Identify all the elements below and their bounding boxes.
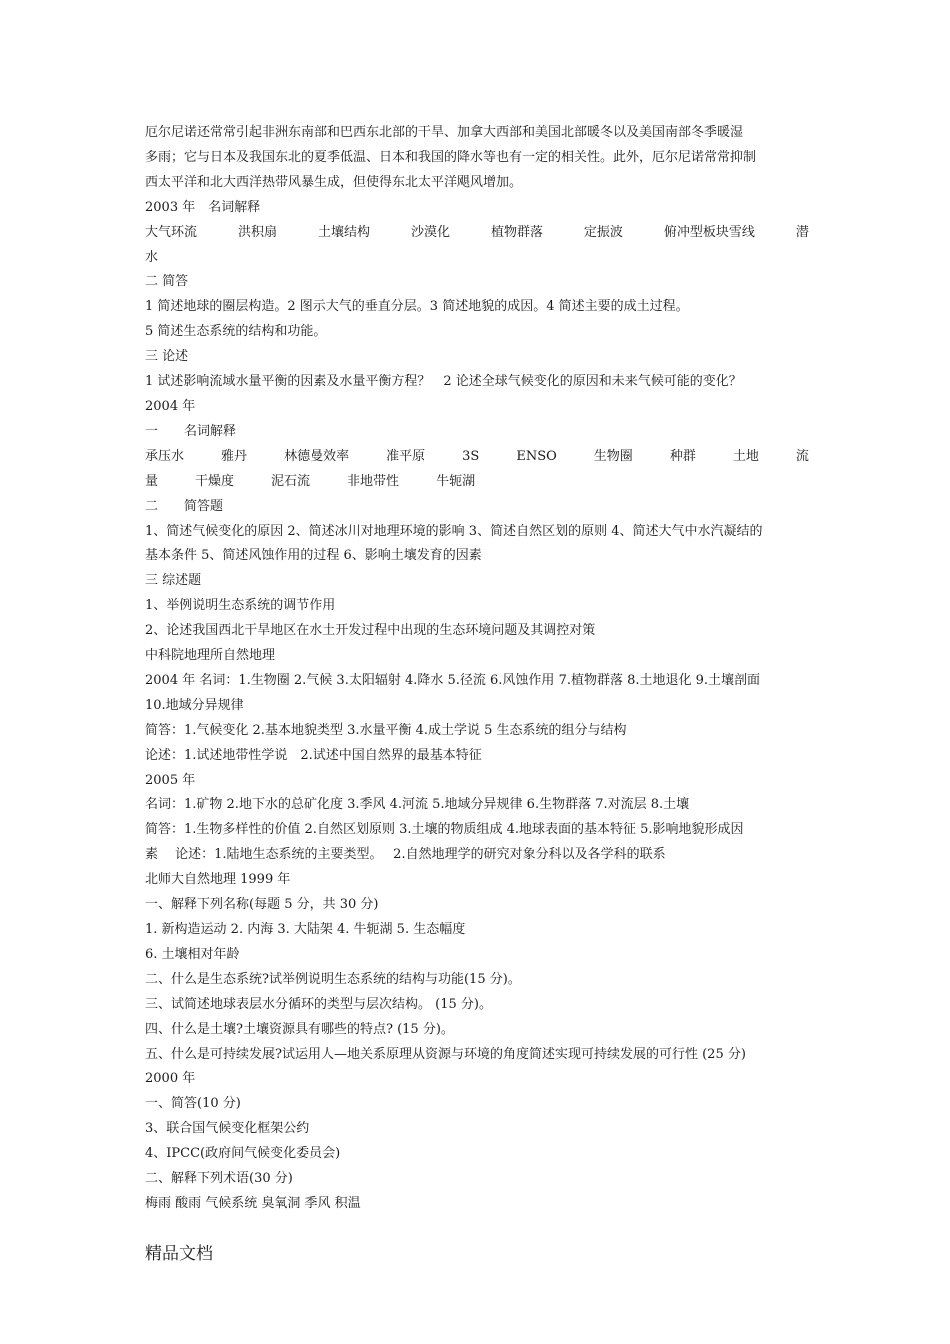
term: 3S <box>462 448 480 464</box>
term: 植物群落 <box>490 224 543 240</box>
term-list <box>145 470 809 495</box>
section-heading: 二 简答题 <box>145 498 224 514</box>
page-footer: 精品文档 <box>145 1244 213 1264</box>
term: 流 <box>795 448 809 464</box>
paragraph-line: 西太平洋和北大西洋热带风暴生成，但使得东北太平洋飓风增加。 <box>145 174 523 190</box>
term: 土地 <box>732 448 759 464</box>
paragraph-line: 二、解释下列术语(30 分) <box>145 1171 293 1187</box>
term: 承压水 <box>145 448 185 464</box>
paragraph-line: 四、什么是土壤?土壤资源具有哪些的特点? (15 分)。 <box>145 1021 454 1037</box>
paragraph-line: 素 论述：1.陆地生态系统的主要类型。 2.自然地理学的研究对象分科以及各学科的联系 <box>145 847 666 863</box>
paragraph-line: 一、解释下列名称(每题 5 分，共 30 分) <box>145 897 379 913</box>
term: 泥石流 <box>271 473 311 489</box>
section-heading: 2003 年 名词解释 <box>145 199 261 215</box>
paragraph-line: 五、什么是可持续发展?试运用人—地关系原理从资源与环境的角度简述实现可持续发展的可行性 (25 分) <box>145 1046 746 1062</box>
document-body <box>145 121 809 1217</box>
paragraph-line: 6. 土壤相对年龄 <box>145 946 240 962</box>
paragraph-line: 2、论述我国西北干旱地区在水土开发过程中出现的生态环境问题及其调控对策 <box>145 623 596 639</box>
paragraph-line: 简答：1.气候变化 2.基本地貌类型 3.水量平衡 4.成土学说 5 生态系统的组分与结构 <box>145 722 627 738</box>
paragraph-line: 4、IPCC(政府间气候变化委员会) <box>145 1146 341 1162</box>
paragraph-line: 简答：1.生物多样性的价值 2.自然区划原则 3.土壤的物质组成 4.地球表面的基本特征 5.影响地貌形成因 <box>145 822 744 838</box>
term: 干燥度 <box>195 473 235 489</box>
term: 牛轭湖 <box>436 473 476 489</box>
term: 定振波 <box>583 224 623 240</box>
paragraph-line: 多雨；它与日本及我国东北的夏季低温、日本和我国的降水等也有一定的相关性。此外，厄尔尼诺常常抑制 <box>145 149 757 165</box>
paragraph-line: 1 简述地球的圈层构造。2 图示大气的垂直分层。3 简述地貌的成因。4 简述主要的成土过程。 <box>145 299 689 315</box>
paragraph-line: 论述：1.试述地带性学说 2.试述中国自然界的最基本特征 <box>145 747 482 763</box>
term: 非地带性 <box>347 473 400 489</box>
paragraph-line: 厄尔尼诺还常常引起非洲东南部和巴西东北部的干旱、加拿大西部和美国北部暖冬以及美国南部冬季暖湿 <box>145 125 744 140</box>
term: 林德曼效率 <box>284 448 350 464</box>
term: 潜 <box>795 224 809 240</box>
section-heading: 北师大自然地理 1999 年 <box>145 872 291 888</box>
term: ENSO <box>516 448 557 464</box>
term: 洪积扇 <box>237 224 277 240</box>
paragraph-line: 1 试述影响流域水量平衡的因素及水量平衡方程？ 2 论述全球气候变化的原因和未来气候可能的变化？ <box>145 374 742 390</box>
term: 雅丹 <box>221 448 248 464</box>
term: 俯冲型板块雪线 <box>663 224 755 240</box>
paragraph-line: 3、联合国气候变化框架公约 <box>145 1121 310 1137</box>
paragraph-line: 5 简述生态系统的结构和功能。 <box>145 324 327 340</box>
paragraph-line: 2004 年 名词：1.生物圈 2.气候 3.太阳辐射 4.降水 5.径流 6.风蚀作用 7.植物群落 8.土地退化 9.土壤剖面 <box>145 672 761 688</box>
paragraph-line: 10.地域分异规律 <box>145 697 244 713</box>
section-heading: 二 简答 <box>145 274 189 290</box>
term: 准平原 <box>386 448 426 464</box>
paragraph-line: 梅雨 酸雨 气候系统 臭氧洞 季风 积温 <box>145 1195 361 1211</box>
paragraph-line: 一、简答(10 分) <box>145 1096 241 1112</box>
term: 大气环流 <box>145 224 198 240</box>
term: 量 <box>145 473 159 489</box>
term-list <box>145 221 809 246</box>
paragraph-line: 1. 新构造运动 2. 内海 3. 大陆架 4. 牛轭湖 5. 生态幅度 <box>145 922 466 937</box>
section-heading: 2004 年 <box>145 398 196 414</box>
paragraph-line: 水 <box>145 249 159 265</box>
paragraph-line: 1、举例说明生态系统的调节作用 <box>145 598 336 614</box>
term: 沙漠化 <box>410 224 450 240</box>
section-heading: 一 名词解释 <box>145 423 237 439</box>
paragraph-line: 名词：1.矿物 2.地下水的总矿化度 3.季风 4.河流 5.地域分异规律 6.生物群落 7.对流层 8.土壤 <box>145 797 690 813</box>
term: 生物圈 <box>593 448 633 464</box>
term-list <box>145 445 809 470</box>
section-heading: 三 综述题 <box>145 573 202 589</box>
section-heading: 中科院地理所自然地理 <box>145 648 276 664</box>
section-heading: 三 论述 <box>145 349 189 365</box>
paragraph-line: 1、简述气候变化的原因 2、简述冰川对地理环境的影响 3、简述自然区划的原则 4、简述大气中水汽凝结的 <box>145 523 763 539</box>
term: 种群 <box>669 448 696 464</box>
paragraph-line: 三、试简述地球表层水分循环的类型与层次结构。 (15 分)。 <box>145 996 492 1012</box>
term: 土壤结构 <box>317 224 370 240</box>
paragraph-line: 基本条件 5、简述风蚀作用的过程 6、影响土壤发育的因素 <box>145 548 482 564</box>
paragraph-line: 二、什么是生态系统?试举例说明生态系统的结构与功能(15 分)。 <box>145 971 521 987</box>
section-heading: 2000 年 <box>145 1071 196 1087</box>
section-heading: 2005 年 <box>145 772 196 788</box>
